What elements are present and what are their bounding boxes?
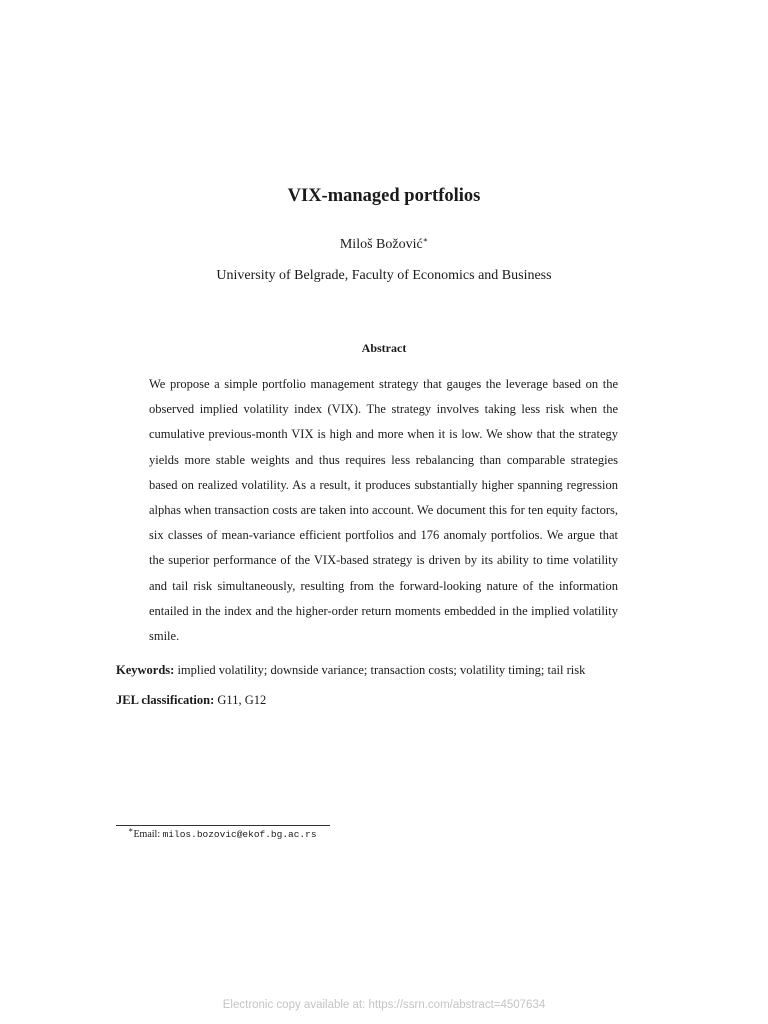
footnote-email[interactable]: milos.bozovic@ekof.bg.ac.rs: [162, 829, 317, 840]
abstract-heading: Abstract: [361, 341, 407, 355]
keywords-value: implied volatility; downside variance; transaction costs; volatility timing; tail risk: [177, 663, 586, 677]
author-name: Miloš Božović: [339, 237, 423, 252]
author-line: [0, 236, 768, 254]
footnote-divider: [116, 825, 330, 826]
abstract-body: We propose a simple portfolio management strategy that gauges the leverage based on the observed implied volatility index (VIX). The strategy involves taking less risk when the cumulative previous-month VIX is high and more when it is low. We show that the strategy yields more stable weights and thus requires less rebalancing than comparable strategies based on realized volatility. As a result, it produces substantially higher spanning regression alphas when transaction costs are taken into account. We document this for ten equity factors, six classes of mean-variance efficient portfolios and 176 anomaly portfolios. We argue that the superior performance of the VIX-based strategy is driven by its ability to time volatility and tail risk simultaneously, resulting from the forward-looking nature of the information entailed in the index and the higher-order return moments embedded in the implied volatility smile.: [149, 377, 618, 644]
footnote: [128, 825, 317, 842]
author-affiliation: University of Belgrade, Faculty of Economics and Business: [216, 268, 552, 283]
ssrn-footer-notice: Electronic copy available at: https://ssrn.com/abstract=4507634: [222, 999, 546, 1011]
author-footnote-mark: ∗: [422, 235, 429, 245]
jel-classification-line: [116, 692, 676, 709]
keywords-label: Keywords:: [116, 663, 175, 677]
footnote-mark: ∗: [128, 825, 134, 835]
paper-title: VIX-managed portfolios: [287, 186, 481, 206]
keywords-line: [116, 662, 676, 679]
footnote-label: Email:: [133, 829, 161, 840]
jel-label: JEL classification:: [116, 693, 215, 707]
jel-value: G11, G12: [217, 693, 267, 707]
